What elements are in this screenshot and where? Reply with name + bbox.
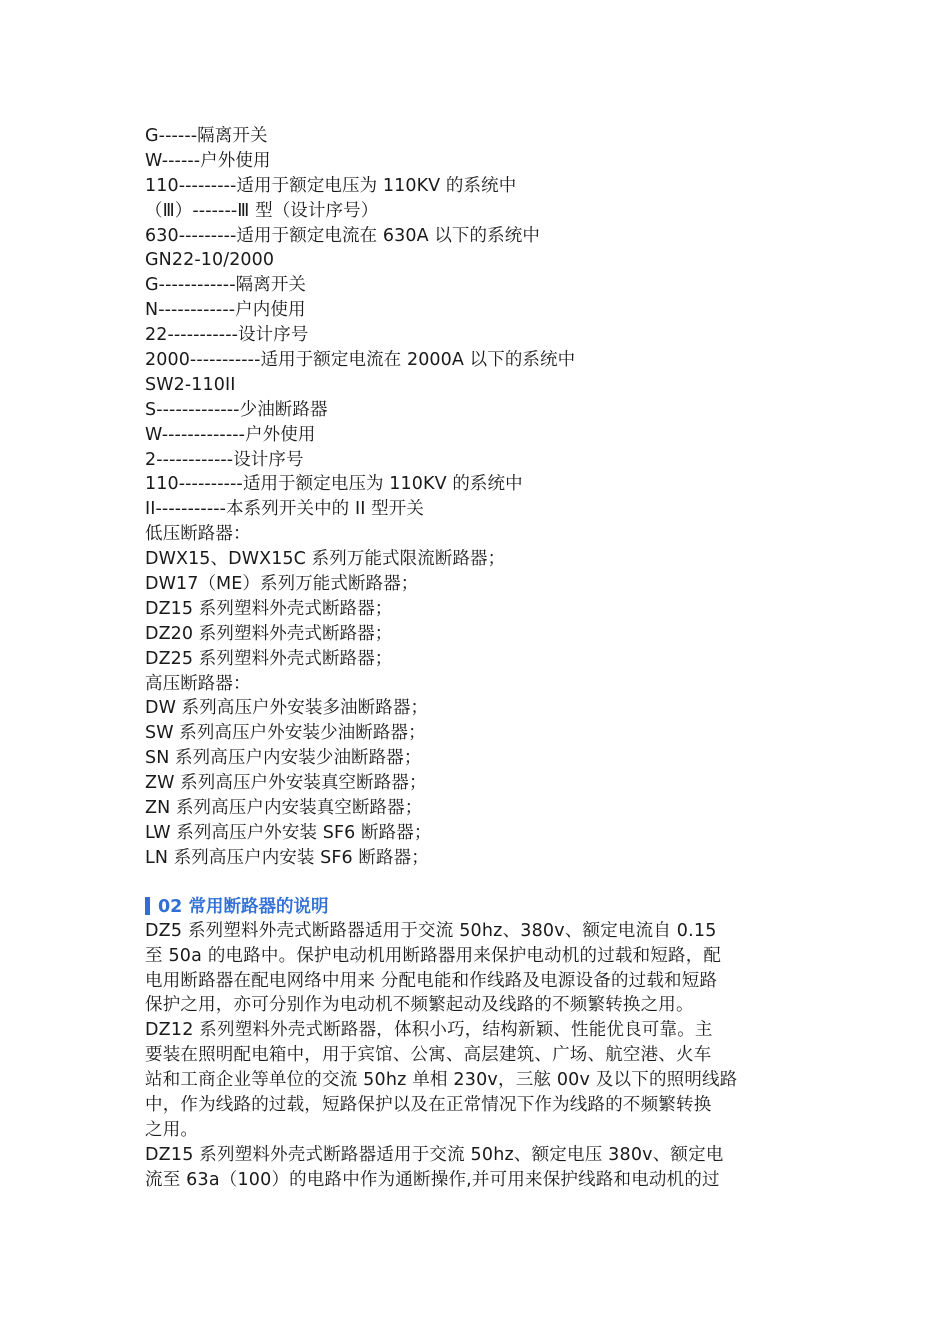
list-line: N------------户内使用 <box>145 300 306 321</box>
list-line: W------户外使用 <box>145 150 271 171</box>
section-heading <box>145 893 810 919</box>
paragraph-line: DZ5 系列塑料外壳式断路器适用于交流 50hz、380v、额定电流自 0.15 <box>145 920 717 941</box>
list-line: S-------------少油断路器 <box>145 399 328 420</box>
list-line: SN 系列高压户内安装少油断路器； <box>145 748 422 769</box>
list-line: 2000-----------适用于额定电流在 2000A 以下的系统中 <box>145 350 576 371</box>
section-body <box>145 919 810 1193</box>
paragraph-line: 之用。 <box>145 1119 199 1140</box>
paragraph-line: DZ15 系列塑料外壳式断路器适用于交流 50hz、额定电压 380v、额定电 <box>145 1144 724 1165</box>
list-line: 低压断路器： <box>145 524 251 545</box>
paragraph-line: 要装在照明配电箱中，用于宾馆、公寓、高层建筑、广场、航空港、火车 <box>145 1045 712 1066</box>
list-line: SW2-110II <box>145 374 236 395</box>
list-line: LW 系列高压户外安装 SF6 断路器； <box>145 822 432 843</box>
document-page <box>145 124 810 1193</box>
list-line: LN 系列高压户内安装 SF6 断路器； <box>145 847 429 868</box>
list-line: DW 系列高压户外安装多油断路器； <box>145 698 429 719</box>
paragraph <box>145 1143 810 1193</box>
list-line: DWX15、DWX15C 系列万能式限流断路器； <box>145 549 506 570</box>
list-line: 2------------设计序号 <box>145 449 304 470</box>
code-list <box>145 124 810 871</box>
list-line: DZ25 系列塑料外壳式断路器； <box>145 648 393 669</box>
paragraph-line: 电用断路器在配电网络中用来 分配电能和作线路及电源设备的过载和短路 <box>145 970 718 991</box>
list-line: DW17（ME）系列万能式断路器； <box>145 574 419 595</box>
list-line: G------隔离开关 <box>145 126 268 146</box>
paragraph-line: 流至 63a（100）的电路中作为通断操作,并可用来保护线路和电动机的过 <box>145 1169 720 1190</box>
list-line: ZW 系列高压户外安装真空断路器； <box>145 773 427 794</box>
list-line: DZ20 系列塑料外壳式断路器； <box>145 623 393 644</box>
paragraph-line: 至 50a 的电路中。保护电动机用断路器用来保护电动机的过载和短路，配 <box>145 945 722 966</box>
section-marker-bar <box>145 897 150 915</box>
list-line: DZ15 系列塑料外壳式断路器； <box>145 598 393 619</box>
list-line: 110---------适用于额定电压为 110KV 的系统中 <box>145 175 517 196</box>
list-line: GN22-10/2000 <box>145 250 275 271</box>
list-line: 630---------适用于额定电流在 630A 以下的系统中 <box>145 225 540 246</box>
paragraph-line: 中，作为线路的过载，短路保护以及在正常情况下作为线路的不频繁转换 <box>145 1095 712 1116</box>
list-line: G------------隔离开关 <box>145 275 307 296</box>
list-line: 22-----------设计序号 <box>145 325 309 346</box>
list-line: II-----------本系列开关中的 II 型开关 <box>145 499 424 520</box>
list-line: ZN 系列高压户内安装真空断路器； <box>145 798 423 819</box>
paragraph-line: 保护之用，亦可分别作为电动机不频繁起动及线路的不频繁转换之用。 <box>145 995 694 1016</box>
list-line: W-------------户外使用 <box>145 424 316 445</box>
list-line: 高压断路器： <box>145 673 251 694</box>
paragraph-line: 站和工商企业等单位的交流 50hz 单相 230v，三舷 00v 及以下的照明线路 <box>145 1070 738 1091</box>
list-line: （Ⅲ）-------Ⅲ 型（设计序号） <box>145 200 379 221</box>
list-line: SW 系列高压户外安装少油断路器； <box>145 723 426 744</box>
paragraph <box>145 1018 810 1143</box>
section-title: 02 常用断路器的说明 <box>158 897 329 918</box>
paragraph <box>145 919 810 1019</box>
list-line: 110----------适用于额定电压为 110KV 的系统中 <box>145 474 523 495</box>
paragraph-line: DZ12 系列塑料外壳式断路器，体积小巧，结构新颖、性能优良可靠。主 <box>145 1020 713 1041</box>
